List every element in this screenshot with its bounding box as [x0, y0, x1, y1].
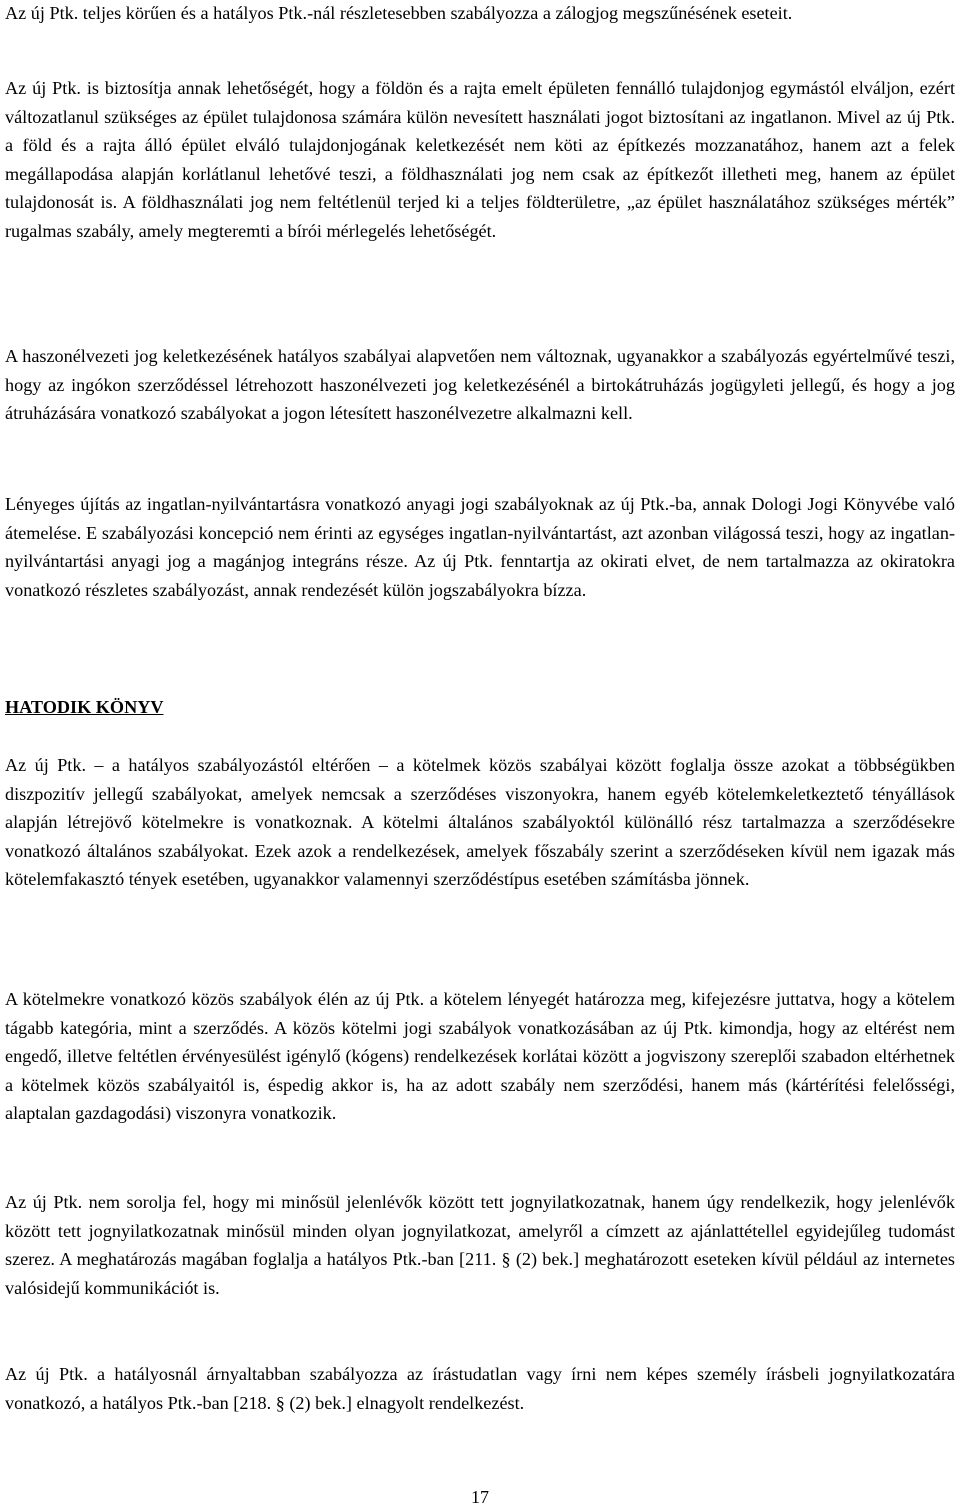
paragraph-illiterate-declarations: Az új Ptk. a hatályosnál árnyaltabban szabályozza az írástudatlan vagy írni nem képes személy írásbeli jognyilatkozatára vonatkozó, a hatályos Ptk.-ban [218. § (2) bek.] elnagyolt rendelkezést. [5, 1364, 955, 1413]
paragraph-usufruct: A haszonélvezeti jog keletkezésének hatályos szabályai alapvetően nem változnak, ugyanakkor a szabályozás egyértelművé teszi, hogy az ingókon szerződéssel létrehozott haszonélvezeti jog keletkezésénél a birtokátruházás jogügyleti jellegű, és hogy a jog átruházására vonatkozó szabályokat a jogon létesített haszonélvezetre alkalmazni kell. [5, 346, 955, 423]
paragraph-declarations-present: Az új Ptk. nem sorolja fel, hogy mi minősül jelenlévők között tett jognyilatkozatnak, hanem úgy rendelkezik, hogy jelenlévők között tett jognyilatkozatnak minősül minden olyan jognyilatkozat, amelyről a címzett az ajánlattétellel egyidejűleg tudomást szerez. A meghatározás magában foglalja a hatályos Ptk.-ban [211. § (2) bek.] meghatározott eseteken kívül például az internetes valósidejű kommunikációt is. [5, 1192, 955, 1298]
paragraph-land-registry: Lényeges újítás az ingatlan-nyilvántartásra vonatkozó anyagi jogi szabályoknak az új Ptk.-ba, annak Dologi Jogi Könyvébe való átemelése. E szabályozási koncepció nem érinti az egységes ingatlan-nyilvántartást, azt azonban világossá teszi, hogy az ingatlan-nyilvántartási anyagi jog a magánjog integráns része. Az új Ptk. fenntartja az okirati elvet, de nem tartalmazza az okiratokra vonatkozó részletes szabályozást, annak rendezését külön jogszabályokra bízza. [5, 494, 955, 600]
paragraph-obligations-common-rules: Az új Ptk. – a hatályos szabályozástól eltérően – a kötelmek közös szabályai között foglalja össze azokat a többségükben diszpozitív jellegű szabályokat, amelyek nemcsak a szerződéses viszonyokra, hanem egyéb kötelemkeletkeztető tényállások alapján létrejövő kötelmekre is vonatkoznak. A kötelmi általános szabályoktól különálló rész tartalmazza a szerződésekre vonatkozó általános szabályokat. Ezek azok a rendelkezések, amelyek főszabály szerint a szerződéseken kívül nem igazak más kötelemfakasztó tények esetében, ugyanakkor valamennyi szerződéstípus esetében számításba jönnek. [5, 755, 955, 889]
paragraph-obligation-essence: A kötelmekre vonatkozó közös szabályok élén az új Ptk. a kötelem lényegét határozza meg, kifejezésre juttatva, hogy a kötelem tágabb kategória, mint a szerződés. A közös kötelmi jogi szabályok vonatkozásában az új Ptk. kimondja, hogy az eltérést nem engedő, illetve feltétlen érvényesülést igénylő (kógens) rendelkezések korlátai között a jogviszony szereplői szabadon eltérhetnek a kötelmek közös szabályaitól is, éspedig akkor is, ha az adott szabály nem szerződési, hanem más (kártérítési felelősségi, alaptalan gazdagodási) viszonyra vonatkozik. [5, 989, 955, 1123]
paragraph-pledge-termination: Az új Ptk. teljes körűen és a hatályos Ptk.-nál részletesebben szabályozza a zálogjog megszűnésének eseteit. [5, 3, 793, 23]
page-number: 17 [471, 1487, 489, 1507]
paragraph-land-use-right: Az új Ptk. is biztosítja annak lehetőségét, hogy a földön és a rajta emelt épületen fennálló tulajdonjog egymástól elváljon, ezért változatlanul szükséges az épület tulajdonosa számára külön nevesített használati jogot biztosítani az ingatlanon. Mivel az új Ptk. a föld és a rajta álló épület elváló tulajdonjogának keletkezését nem köti az építkezés mozzanatához, hanem azt a felek megállapodása alapján korlátlanul lehetővé teszi, a földhasználati jog nem csak az építkezőt illetheti meg, hanem az épület tulajdonosát is. A földhasználati jog nem feltétlenül terjed ki a teljes földterületre, „az épület használatához szükséges mérték” rugalmas szabály, amely megteremti a bírói mérlegelés lehetőségét. [5, 78, 955, 241]
section-heading: HATODIK KÖNYV [5, 697, 164, 717]
